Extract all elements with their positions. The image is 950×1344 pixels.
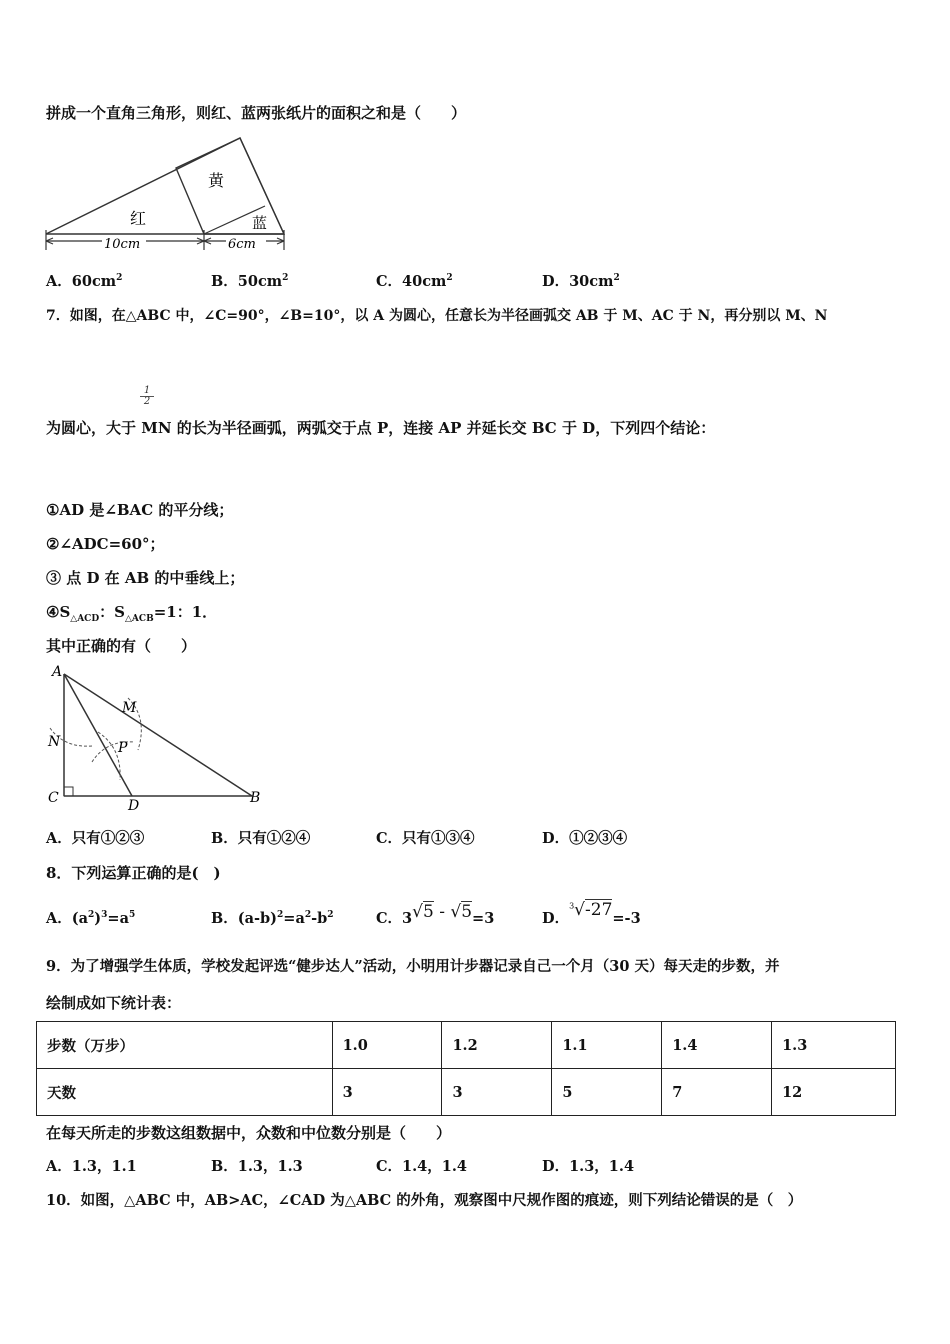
table-cell: 1.0 — [332, 1022, 442, 1069]
q7-label-a: A — [52, 664, 63, 680]
q6-stem-tail: 拼成一个直角三角形，则红、蓝两张纸片的面积之和是（ ） — [46, 104, 467, 122]
q9-option-b[interactable]: B．1.3，1.3 — [211, 1158, 303, 1175]
q6-label-yellow: 黄 — [208, 171, 225, 190]
q7-conclusion-2: ②∠ADC=60°； — [46, 535, 165, 553]
q7-label-c: C — [48, 790, 59, 806]
q7-stem-line2: 为圆心，大于 MN 的长为半径画弧，两弧交于点 P，连接 AP 并延长交 BC 于 D，下列四个结论： — [46, 419, 716, 437]
q8-option-b[interactable]: B．$(a-b)^2=a^2-b^2$ — [211, 910, 334, 927]
q7-conclusion-1: ①AD 是∠BAC 的平分线； — [46, 501, 234, 519]
table-cell: 天数 — [37, 1069, 333, 1116]
q7-label-n: N — [48, 734, 61, 750]
q7-option-b[interactable]: B．只有①②④ — [211, 830, 311, 847]
q8-stem: 8．下列运算正确的是( ) — [46, 864, 221, 882]
q6-option-b[interactable]: B．$50cm^2$ — [211, 273, 289, 290]
table-cell: 5 — [552, 1069, 662, 1116]
q7-label-b: B — [250, 790, 261, 806]
q9-question: 在每天所走的步数这组数据中，众数和中位数分别是（ ） — [46, 1124, 452, 1142]
table-row-steps — [37, 1022, 896, 1069]
q6-len-10: 10cm — [104, 237, 141, 252]
q6-option-c[interactable]: C．$40cm^2$ — [376, 273, 453, 290]
q7-label-d: D — [128, 798, 140, 814]
q7-question: 其中正确的有（ ） — [46, 637, 197, 655]
q10-stem: 10．如图，△ABC 中，AB>AC，∠CAD 为△ABC 的外角，观察图中尺规作图的痕迹，则下列结论错误的是（ ） — [46, 1192, 803, 1209]
q8-option-d[interactable]: D．$^3$√-27=-3 — [542, 900, 641, 927]
q8-option-c[interactable]: C．3√5 - √5=3 — [376, 902, 495, 927]
q9-stem-line2: 绘制成如下统计表： — [46, 994, 182, 1012]
table-cell: 1.2 — [442, 1022, 552, 1069]
q9-option-d[interactable]: D．1.3，1.4 — [542, 1158, 635, 1175]
q6-figure — [40, 134, 300, 254]
q9-option-c[interactable]: C．1.4，1.4 — [376, 1158, 467, 1175]
table-cell: 3 — [442, 1069, 552, 1116]
q6-triangle — [46, 138, 284, 234]
table-row-days — [37, 1069, 896, 1116]
q7-conclusion-4: $④S_{\triangle ACD}$：$S_{\triangle ACB}=1$：1． — [46, 603, 218, 624]
q7-label-p: P — [118, 740, 128, 756]
table-cell: 12 — [772, 1069, 896, 1116]
q9-option-a[interactable]: A．1.3，1.1 — [46, 1158, 137, 1175]
q6-option-d[interactable]: D．$30cm^2$ — [542, 273, 620, 290]
q7-label-m: M — [122, 700, 137, 716]
q6-square — [176, 138, 284, 234]
q7-option-c[interactable]: C．只有①③④ — [376, 830, 475, 847]
q7-stem-line1: 7．如图，在△ABC 中，∠C=90°，∠B=10°，以 A 为圆心，任意长为半径画弧交 AB 于 M、AC 于 N，再分别以 M、N — [46, 308, 828, 324]
q6-label-blue: 蓝 — [252, 214, 268, 232]
q7-option-a[interactable]: A．只有①②③ — [46, 830, 145, 847]
table-cell: 1.1 — [552, 1022, 662, 1069]
q7-figure — [40, 662, 270, 814]
q7-half-fraction: $\frac{1}{2}$ — [140, 386, 154, 407]
table-cell: 步数（万步） — [37, 1022, 333, 1069]
q8-option-a[interactable]: A．$(a^2)^3=a^5$ — [46, 910, 136, 927]
table-cell: 1.4 — [662, 1022, 772, 1069]
q6-label-red: 红 — [130, 209, 147, 228]
table-cell: 7 — [662, 1069, 772, 1116]
table-cell: 3 — [332, 1069, 442, 1116]
q7-conclusion-3: ③ 点 D 在 AB 的中垂线上； — [46, 569, 245, 587]
q9-stats-table — [36, 1021, 896, 1116]
table-cell: 1.3 — [772, 1022, 896, 1069]
q7-option-d[interactable]: D．①②③④ — [542, 830, 628, 847]
q6-len-6: 6cm — [228, 237, 256, 252]
q6-option-a[interactable]: A．$60cm^2$ — [46, 273, 123, 290]
q9-stem-line1: 9．为了增强学生体质，学校发起评选“健步达人”活动，小明用计步器记录自己一个月（30 天）每天走的步数，并 — [46, 958, 780, 975]
